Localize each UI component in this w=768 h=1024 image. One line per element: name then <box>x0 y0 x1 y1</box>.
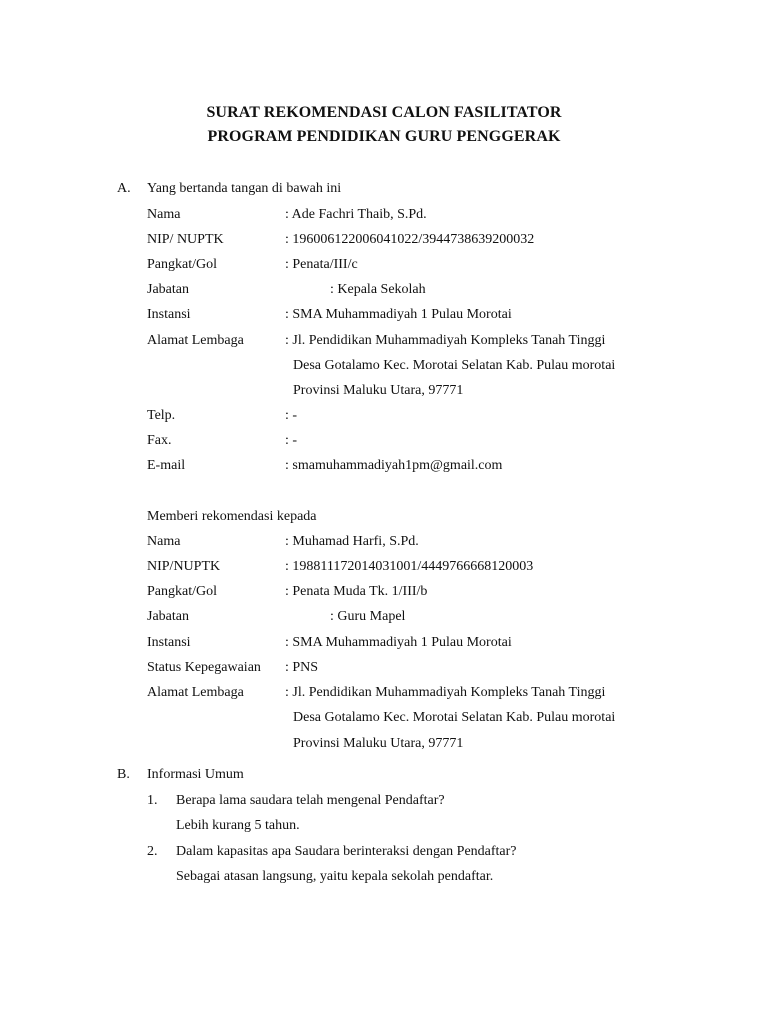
candidate-pangkat-label: Pangkat/Gol <box>147 584 217 599</box>
signer-alamat-line2: Desa Gotalamo Kec. Morotai Selatan Kab. Pulau morotai <box>293 358 616 373</box>
signer-alamat-line1: : Jl. Pendidikan Muhammadiyah Kompleks Tanah Tinggi <box>285 333 606 348</box>
candidate-nip-value: : 198811172014031001/4449766668120003 <box>285 559 534 574</box>
question-text: Dalam kapasitas apa Saudara berinteraksi dengan Pendaftar? <box>176 844 517 859</box>
signer-email-value: : smamuhammadiyah1pm@gmail.com <box>285 458 503 473</box>
signer-nip-value: : 196006122006041022/3944738639200032 <box>285 232 535 247</box>
answer-text: Sebagai atasan langsung, yaitu kepala sekolah pendaftar. <box>176 869 494 884</box>
section-a-letter: A. <box>117 181 131 196</box>
signer-alamat-label: Alamat Lembaga <box>147 333 244 348</box>
candidate-pangkat-value: : Penata Muda Tk. 1/III/b <box>285 584 428 599</box>
candidate-jabatan-label: Jabatan <box>147 609 189 624</box>
candidate-nama-value: : Muhamad Harfi, S.Pd. <box>285 534 419 549</box>
title-line-2: PROGRAM PENDIDIKAN GURU PENGGERAK <box>207 128 561 145</box>
recommend-heading: Memberi rekomendasi kepada <box>147 509 317 524</box>
answer-text: Lebih kurang 5 tahun. <box>176 818 300 833</box>
candidate-status-label: Status Kepegawaian <box>147 660 261 675</box>
candidate-instansi-label: Instansi <box>147 635 191 650</box>
candidate-alamat-line2: Desa Gotalamo Kec. Morotai Selatan Kab. Pulau morotai <box>293 710 616 725</box>
signer-email-label: E-mail <box>147 458 186 473</box>
candidate-nama-label: Nama <box>147 534 181 549</box>
title-line-1: SURAT REKOMENDASI CALON FASILITATOR <box>206 104 562 121</box>
candidate-nip-label: NIP/NUPTK <box>147 559 221 574</box>
candidate-status-value: : PNS <box>285 660 319 675</box>
signer-nama-label: Nama <box>147 207 181 222</box>
signer-nip-label: NIP/ NUPTK <box>147 232 224 247</box>
signer-jabatan-label: Jabatan <box>147 282 189 297</box>
section-b-heading: Informasi Umum <box>147 767 244 782</box>
signer-instansi-value: : SMA Muhammadiyah 1 Pulau Morotai <box>285 307 512 322</box>
candidate-alamat-line3: Provinsi Maluku Utara, 97771 <box>293 736 464 751</box>
signer-instansi-label: Instansi <box>147 307 191 322</box>
signer-pangkat-label: Pangkat/Gol <box>147 257 217 272</box>
question-number: 2. <box>147 844 158 859</box>
signer-telp-value: : - <box>285 408 298 423</box>
signer-fax-value: : - <box>285 433 298 448</box>
signer-pangkat-value: : Penata/III/c <box>285 257 358 272</box>
signer-alamat-line3: Provinsi Maluku Utara, 97771 <box>293 383 464 398</box>
candidate-alamat-label: Alamat Lembaga <box>147 685 244 700</box>
signer-fax-label: Fax. <box>147 433 172 448</box>
question-number: 1. <box>147 793 158 808</box>
signer-telp-label: Telp. <box>147 408 176 423</box>
signer-jabatan-value: : Kepala Sekolah <box>330 282 426 297</box>
question-text: Berapa lama saudara telah mengenal Pendaftar? <box>176 793 445 808</box>
signer-nama-value: : Ade Fachri Thaib, S.Pd. <box>285 207 427 222</box>
section-a-heading: Yang bertanda tangan di bawah ini <box>147 181 342 196</box>
candidate-jabatan-value: : Guru Mapel <box>330 609 406 624</box>
section-b-letter: B. <box>117 767 130 782</box>
candidate-alamat-line1: : Jl. Pendidikan Muhammadiyah Kompleks Tanah Tinggi <box>285 685 606 700</box>
candidate-instansi-value: : SMA Muhammadiyah 1 Pulau Morotai <box>285 635 512 650</box>
